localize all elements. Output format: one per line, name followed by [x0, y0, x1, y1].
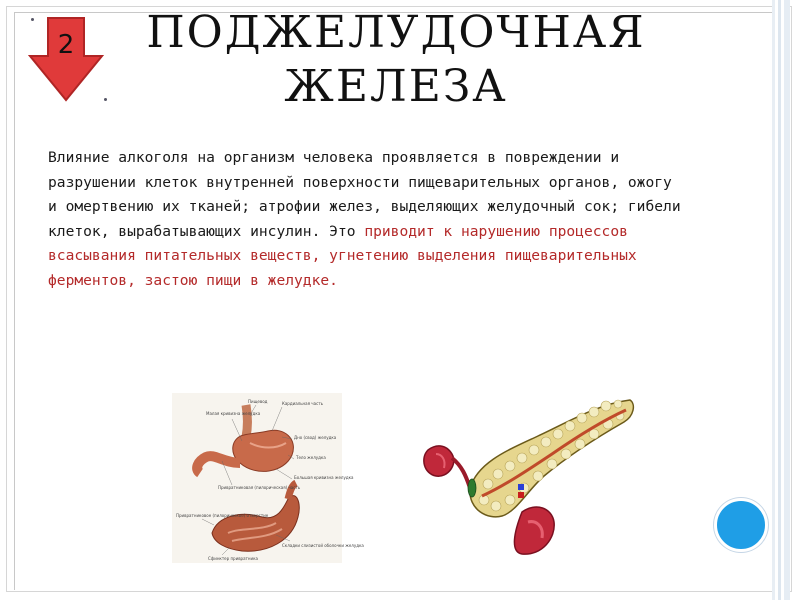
label-cardia: Кардиальная часть: [282, 401, 324, 406]
decorative-blue-circle: [714, 498, 768, 552]
stomach-illustration: [172, 393, 364, 563]
label-mucosa-folds: Складки слизистой оболочки желудка: [282, 543, 364, 548]
label-body: Тело желудка: [296, 455, 326, 460]
label-greater-curvature: Большая кривизна желудка: [294, 475, 354, 480]
label-fundus: Дно (свод) желудка: [294, 435, 337, 440]
pancreas-illustration: [418, 392, 638, 560]
title-line-1: ПОДЖЕЛУДОЧНАЯ: [146, 7, 646, 58]
label-pyloric-opening: Привратниковое (пилорическое) отверстие: [176, 513, 269, 518]
paragraph-text: Влияние алкоголя на организм человека проявляется в повреждении и разрушении клеток внутренней поверхности пищеварительных органов, ожогу и омертвению их тканей; атрофии желез, выделяющих желудочный сок; гибели клеток, вырабатывающих инсулин. Это: [48, 149, 681, 240]
slide-number: 2: [57, 30, 75, 60]
label-lesser-curvature: Малая кривизна желудка: [206, 411, 261, 416]
page-title: [116, 6, 676, 114]
label-pyloric-sphincter: Сфинктер привратника: [208, 556, 258, 561]
decor-dot: [31, 18, 34, 21]
decor-dot: [104, 98, 107, 101]
label-esophagus: Пищевод: [248, 399, 268, 404]
title-line-2: ЖЕЛЕЗА: [284, 61, 508, 112]
decorative-side-bar: [772, 0, 790, 600]
body-paragraph: [48, 146, 688, 293]
paragraph-highlight: приводит к нарушению процессов всасывания питательных веществ, угнетению выделения пищеварительных ферментов, застою пищи в желудке.: [48, 222, 637, 289]
label-pyloric-part: Привратниковая (пилорическая) часть: [218, 485, 301, 490]
